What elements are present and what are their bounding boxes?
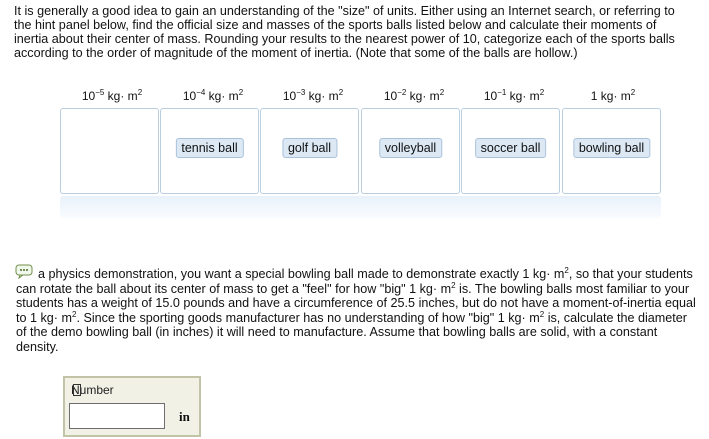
answer-label: Number <box>71 383 114 397</box>
answer-unit: in <box>179 409 190 424</box>
magnitude-label-1e-3: $10^{-3}$ $kg\cdot m^2$ <box>282 88 344 103</box>
magnitude-label-1e-1: $10^{-1}$ $kg\cdot m^2$ <box>483 88 545 103</box>
tennis-ball-chip[interactable]: tennis ball <box>175 138 243 158</box>
golf-ball-chip[interactable]: golf ball <box>282 138 337 158</box>
drop-bin-1e-4[interactable] <box>160 108 259 194</box>
volleyball-chip[interactable]: volleyball <box>379 138 442 158</box>
drop-bin-1e-1[interactable] <box>461 108 560 194</box>
answer-number-input[interactable] <box>69 403 165 429</box>
question-intro: It is generally a good idea to gain an understanding of the "size" of units. Either using an Internet search, or referring to the hint panel below, find the official size and masses of the sports balls listed below and calculate their moments of inertia about their center of mass. Rounding your results to the nearest power of 10, categorize each of the sports balls according to the order of magnitude of the moment of inertia. (Note that some of the balls are hollow.) <box>14 4 675 60</box>
magnitude-header-row <box>0 89 709 105</box>
drop-bin-1e-2[interactable] <box>361 108 460 194</box>
soccer-ball-chip[interactable]: soccer ball <box>475 138 547 158</box>
magnitude-label-1e0: 1 $kg\cdot m^2$ <box>590 88 636 103</box>
drop-bin-1e0[interactable] <box>562 108 661 194</box>
magnitude-label-1e-2: $10^{-2}$ $kg\cdot m^2$ <box>383 88 445 103</box>
drop-bin-1e-5[interactable] <box>60 108 159 194</box>
bowling-ball-chip[interactable]: bowling ball <box>573 138 650 158</box>
problem-text: a physics demonstration, you want a special bowling ball made to demonstrate exactly 1 $kg\cdot m^2$, so that your students can rotate the ball about its center of mass to get a "feel" for how "big" 1 $kg\cdot m^2$ is. The bowling balls most familiar to your students has a weight of 15.0 pounds and have a circumference of 25.5 inches, but do not have a moment-of-inertia equal to 1 $kg\cdot m^2$. Since the sporting goods manufacturer has no understanding of how "big" 1 $kg\cdot m^2$ is, calculate the diameter of the demo bowling ball (in inches) it will need to manufacture. Assume that bowling balls are solid, with a constant density. <box>16 266 696 354</box>
drop-bin-1e-3[interactable] <box>260 108 359 194</box>
answer-panel <box>63 376 201 437</box>
chip-source-tray[interactable] <box>60 196 661 218</box>
magnitude-label-1e-4: $10^{-4}$ $kg\cdot m^2$ <box>182 88 244 103</box>
magnitude-label-1e-5: $10^{-5}$ $kg\cdot m^2$ <box>81 88 143 103</box>
